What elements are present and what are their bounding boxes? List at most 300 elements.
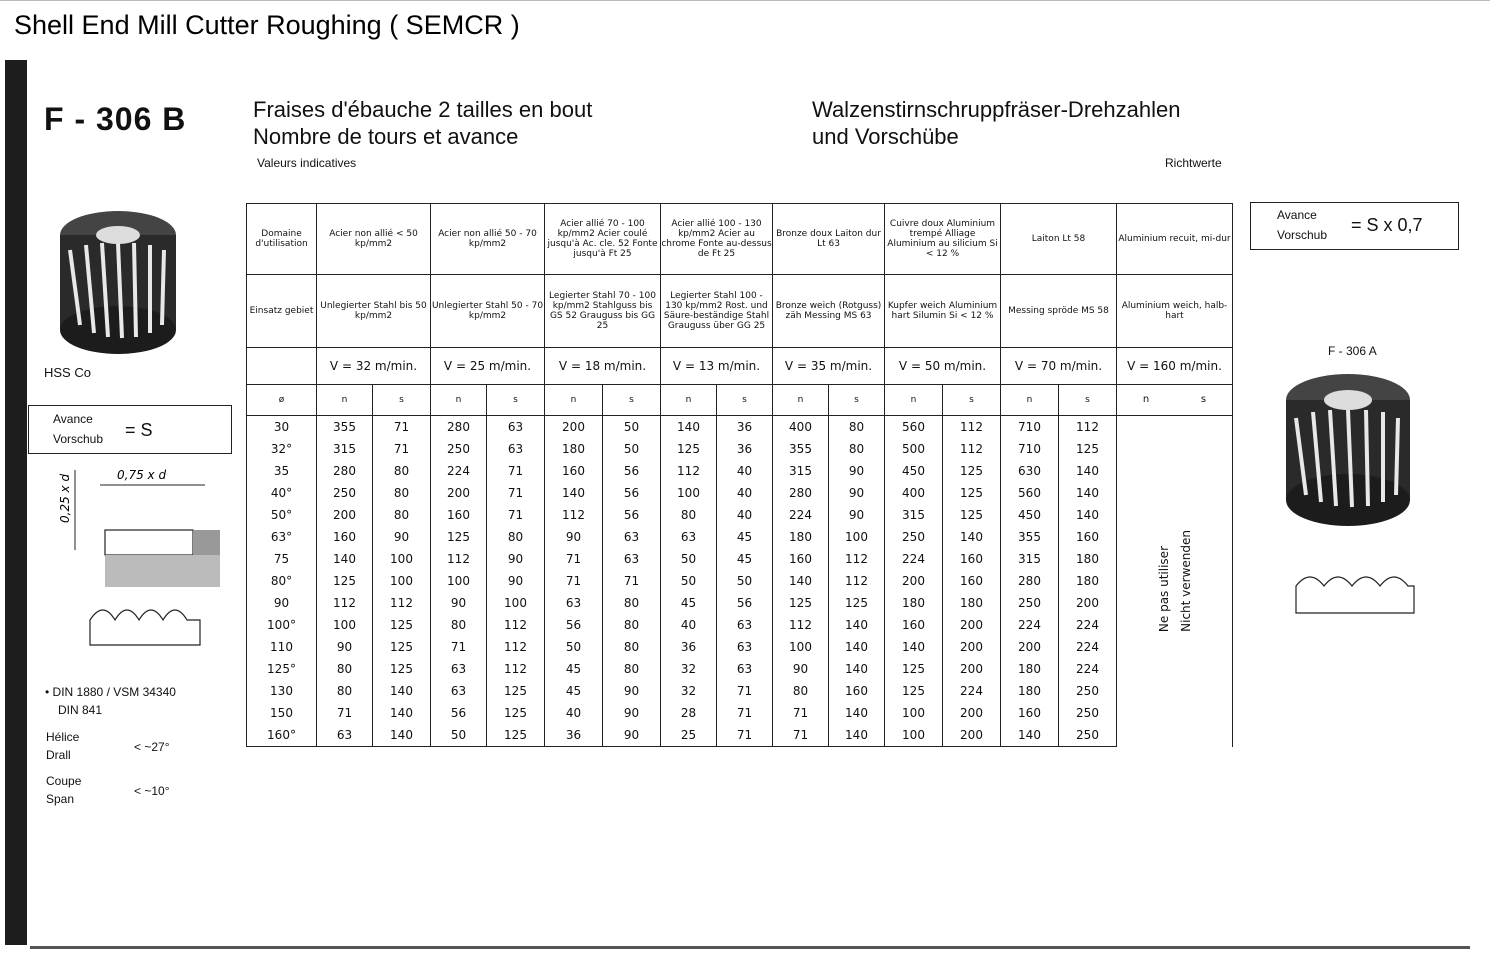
- rpm-cell: 160: [1001, 702, 1059, 724]
- domain-label-de: Einsatz gebiet: [247, 275, 317, 348]
- feed-cell: 125: [487, 680, 545, 702]
- feed-cell: 224: [1059, 636, 1117, 658]
- rpm-cell: 200: [545, 416, 603, 439]
- feed-cell: 80: [603, 658, 661, 680]
- diameter-cell: 32°: [247, 438, 317, 460]
- rpm-cell: 100: [317, 614, 373, 636]
- feed-cell: 180: [943, 592, 1001, 614]
- title-french-line2: Nombre de tours et avance: [253, 124, 519, 149]
- rpm-header: n: [431, 385, 487, 416]
- feed-cell: 63: [717, 658, 773, 680]
- feed-cell: 90: [487, 548, 545, 570]
- feed-cell: 56: [603, 482, 661, 504]
- cutting-speed: V = 32 m/min.: [317, 348, 431, 385]
- feed-cell: 80: [829, 416, 885, 439]
- rpm-cell: 355: [773, 438, 829, 460]
- feed-cell: 250: [1059, 702, 1117, 724]
- feed-cell: 112: [943, 416, 1001, 439]
- rpm-cell: 63: [545, 592, 603, 614]
- feed-cell: 250: [1059, 680, 1117, 702]
- col-header-de: Unlegierter Stahl 50 - 70 kp/mm2: [431, 275, 545, 348]
- feed-cell: 63: [487, 416, 545, 439]
- rpm-cell: 250: [1001, 592, 1059, 614]
- cut-label: [46, 772, 81, 808]
- col-header-de: Bronze weich (Rotguss) zäh Messing MS 63: [773, 275, 885, 348]
- rpm-cell: 36: [545, 724, 603, 747]
- rpm-cell: 160: [885, 614, 943, 636]
- model-number: F - 306 B: [44, 101, 187, 137]
- feed-right-label-fr: Avance: [1277, 208, 1317, 222]
- rpm-cell: 45: [545, 680, 603, 702]
- feed-cell: 100: [829, 526, 885, 548]
- rpm-cell: 80: [317, 680, 373, 702]
- top-rule: [0, 0, 1490, 1]
- rpm-cell: 200: [431, 482, 487, 504]
- header-row-german: [247, 275, 1233, 348]
- feed-cell: 200: [943, 658, 1001, 680]
- rpm-cell: 112: [545, 504, 603, 526]
- rpm-cell: 71: [773, 702, 829, 724]
- feed-cell: 112: [487, 636, 545, 658]
- rpm-cell: 50: [661, 570, 717, 592]
- feed-box-left: [28, 405, 232, 454]
- cut-angle: < ~10°: [134, 784, 170, 798]
- aluminium-n-s-header: [1117, 385, 1233, 416]
- rpm-cell: 560: [1001, 482, 1059, 504]
- rpm-cell: 315: [773, 460, 829, 482]
- col-header-de: Legierter Stahl 100 - 130 kp/mm2 Rost. und Säure-beständige Stahl Grauguss über GG 25: [661, 275, 773, 348]
- feed-cell: 125: [943, 460, 1001, 482]
- feed-cell: 224: [1059, 658, 1117, 680]
- rpm-cell: 224: [773, 504, 829, 526]
- rpm-header: n: [317, 385, 373, 416]
- feed-cell: 140: [373, 680, 431, 702]
- cutting-speed: V = 25 m/min.: [431, 348, 545, 385]
- not-applicable-fr: Ne pas utiliser: [1156, 545, 1171, 632]
- cutting-speed: V = 35 m/min.: [773, 348, 885, 385]
- feed-cell: 90: [373, 526, 431, 548]
- table-row: [247, 548, 1233, 570]
- rpm-cell: 180: [1001, 680, 1059, 702]
- rpm-cell: 315: [317, 438, 373, 460]
- feed-cell: 112: [487, 614, 545, 636]
- cutting-speed: V = 50 m/min.: [885, 348, 1001, 385]
- title-french: [253, 96, 592, 150]
- rpm-cell: 80: [661, 504, 717, 526]
- feed-cell: 125: [373, 614, 431, 636]
- feed-cell: 56: [603, 504, 661, 526]
- feed-cell: 90: [603, 702, 661, 724]
- feed-cell: 71: [487, 482, 545, 504]
- rpm-cell: 80: [431, 614, 487, 636]
- col-header-fr: Aluminium recuit, mi-dur: [1117, 204, 1233, 275]
- feed-cell: 63: [603, 548, 661, 570]
- rpm-cell: 63: [431, 658, 487, 680]
- feed-header: s: [829, 385, 885, 416]
- rpm-cell: 56: [545, 614, 603, 636]
- feed-cell: 90: [829, 482, 885, 504]
- col-header-fr: Cuivre doux Aluminium trempé Alliage Aluminium au silicium Si < 12 %: [885, 204, 1001, 275]
- rpm-cell: 250: [317, 482, 373, 504]
- cutting-speed: V = 160 m/min.: [1117, 348, 1233, 385]
- rpm-cell: 160: [431, 504, 487, 526]
- rpm-cell: 63: [317, 724, 373, 747]
- rpm-cell: 180: [1001, 658, 1059, 680]
- rpm-cell: 315: [885, 504, 943, 526]
- feed-cell: 140: [829, 658, 885, 680]
- table-row: [247, 724, 1233, 747]
- rpm-cell: 160: [317, 526, 373, 548]
- rpm-header: n: [545, 385, 603, 416]
- feed-cell: 160: [943, 548, 1001, 570]
- feed-cell: 36: [717, 438, 773, 460]
- rpm-cell: 200: [317, 504, 373, 526]
- feed-left-label-fr: Avance: [53, 412, 93, 426]
- feed-cell: 112: [1059, 416, 1117, 439]
- rpm-cell: 400: [885, 482, 943, 504]
- header-row-french: [247, 204, 1233, 275]
- rpm-cell: 112: [431, 548, 487, 570]
- rpm-cell: 25: [661, 724, 717, 747]
- rpm-cell: 280: [773, 482, 829, 504]
- diameter-cell: 150: [247, 702, 317, 724]
- empty-cell: [247, 348, 317, 385]
- feed-cell: 160: [1059, 526, 1117, 548]
- rpm-header: n: [773, 385, 829, 416]
- feed-cell: 100: [373, 548, 431, 570]
- rpm-cell: 125: [885, 658, 943, 680]
- rpm-cell: 630: [1001, 460, 1059, 482]
- rpm-cell: 45: [661, 592, 717, 614]
- feed-cell: 63: [487, 438, 545, 460]
- rpm-cell: 280: [431, 416, 487, 439]
- feed-cell: 90: [603, 724, 661, 747]
- feed-cell: 36: [717, 416, 773, 439]
- feed-cell: 90: [487, 570, 545, 592]
- rpm-cell: 200: [885, 570, 943, 592]
- feed-cell: 200: [943, 636, 1001, 658]
- rpm-cell: 100: [773, 636, 829, 658]
- feed-cell: 125: [487, 702, 545, 724]
- din-note-1: • DIN 1880 / VSM 34340: [45, 685, 176, 699]
- table-row: [247, 504, 1233, 526]
- feed-header: s: [487, 385, 545, 416]
- feed-right-formula: = S x 0,7: [1351, 215, 1423, 235]
- feed-cell: 180: [1059, 548, 1117, 570]
- rpm-cell: 63: [661, 526, 717, 548]
- col-header-de: Messing spröde MS 58: [1001, 275, 1117, 348]
- rpm-cell: 355: [1001, 526, 1059, 548]
- helix-label: [46, 728, 79, 764]
- title-german-line1: Walzenstirnschruppfräser-Drehzahlen: [812, 97, 1181, 122]
- rpm-cell: 50: [661, 548, 717, 570]
- feed-cell: 200: [943, 702, 1001, 724]
- title-german-line2: und Vorschübe: [812, 124, 959, 149]
- not-applicable-de: Nicht verwenden: [1178, 529, 1193, 632]
- feed-cell: 180: [1059, 570, 1117, 592]
- table-row: [247, 416, 1233, 439]
- rpm-cell: 140: [1001, 724, 1059, 747]
- rpm-cell: 45: [545, 658, 603, 680]
- diameter-cell: 80°: [247, 570, 317, 592]
- feed-cell: 71: [717, 680, 773, 702]
- feed-cell: 160: [943, 570, 1001, 592]
- rpm-cell: 224: [431, 460, 487, 482]
- feed-cell: 90: [829, 460, 885, 482]
- rpm-cell: 560: [885, 416, 943, 439]
- rpm-cell: 450: [1001, 504, 1059, 526]
- note-french: Valeurs indicatives: [257, 156, 357, 170]
- table-row: [247, 526, 1233, 548]
- feed-cell: 71: [603, 570, 661, 592]
- feed-cell: 90: [829, 504, 885, 526]
- feed-cell: 140: [1059, 460, 1117, 482]
- feed-cell: 50: [603, 416, 661, 439]
- feed-header: s: [373, 385, 431, 416]
- feed-cell: 63: [603, 526, 661, 548]
- col-header-fr: Acier allié 70 - 100 kp/mm2 Acier coulé jusqu'à Ac. cle. 52 Fonte jusqu'à Ft 25: [545, 204, 661, 275]
- diameter-cell: 35: [247, 460, 317, 482]
- cutting-speed: V = 13 m/min.: [661, 348, 773, 385]
- rpm-cell: 200: [1001, 636, 1059, 658]
- feed-cell: 125: [487, 724, 545, 747]
- feed-cell: 71: [717, 702, 773, 724]
- feed-cell: 40: [717, 460, 773, 482]
- feed-cell: 40: [717, 504, 773, 526]
- depth-dimension-label: 0,25 x d: [58, 473, 72, 523]
- feed-cell: 112: [943, 438, 1001, 460]
- rpm-cell: 80: [773, 680, 829, 702]
- feed-cell: 200: [943, 614, 1001, 636]
- width-dimension-label: 0,75 x d: [117, 468, 167, 482]
- rpm-cell: 56: [431, 702, 487, 724]
- feed-cell: 140: [373, 724, 431, 747]
- feed-cell: 56: [603, 460, 661, 482]
- col-header-fr: Acier non allié < 50 kp/mm2: [317, 204, 431, 275]
- diameter-cell: 75: [247, 548, 317, 570]
- feed-cell: 125: [829, 592, 885, 614]
- diameter-symbol: ø: [247, 385, 317, 416]
- profile-diagram-right: [1290, 568, 1420, 618]
- rpm-header: n: [1001, 385, 1059, 416]
- rpm-cell: 125: [431, 526, 487, 548]
- feed-box-right: [1250, 202, 1459, 250]
- col-header-de: Aluminium weich, halb-hart: [1117, 275, 1233, 348]
- right-model-label: F - 306 A: [1328, 344, 1377, 358]
- col-header-fr: Bronze doux Laiton dur Lt 63: [773, 204, 885, 275]
- n-s-header-row: [247, 385, 1233, 416]
- material-label: HSS Co: [44, 365, 91, 380]
- cutter-illustration-right: [1268, 360, 1428, 535]
- feed-cell: 80: [829, 438, 885, 460]
- cutting-speed: V = 70 m/min.: [1001, 348, 1117, 385]
- feed-cell: 80: [373, 504, 431, 526]
- rpm-cell: 355: [317, 416, 373, 439]
- bottom-rule: [30, 946, 1470, 949]
- col-header-de: Unlegierter Stahl bis 50 kp/mm2: [317, 275, 431, 348]
- rpm-cell: 125: [661, 438, 717, 460]
- feed-right-label-de: Vorschub: [1277, 228, 1328, 242]
- rpm-cell: 500: [885, 438, 943, 460]
- rpm-cell: 160: [545, 460, 603, 482]
- feed-cell: 125: [943, 482, 1001, 504]
- rpm-cell: 90: [431, 592, 487, 614]
- table-row: [247, 702, 1233, 724]
- table-row: [247, 482, 1233, 504]
- rpm-cell: 71: [773, 724, 829, 747]
- rpm-cell: 250: [431, 438, 487, 460]
- rpm-cell: 224: [1001, 614, 1059, 636]
- feed-cell: 140: [829, 636, 885, 658]
- rpm-cell: 36: [661, 636, 717, 658]
- feed-cell: 125: [943, 504, 1001, 526]
- rpm-cell: 100: [661, 482, 717, 504]
- cut-label-de: Span: [46, 792, 75, 806]
- diameter-cell: 40°: [247, 482, 317, 504]
- diameter-cell: 160°: [247, 724, 317, 747]
- feed-cell: 80: [373, 482, 431, 504]
- feed-cell: 50: [603, 438, 661, 460]
- rpm-cell: 140: [661, 416, 717, 439]
- din-note-2: DIN 841: [58, 703, 103, 717]
- rpm-cell: 400: [773, 416, 829, 439]
- feed-cell: 125: [1059, 438, 1117, 460]
- rpm-cell: 112: [661, 460, 717, 482]
- table-row: [247, 460, 1233, 482]
- diameter-cell: 63°: [247, 526, 317, 548]
- feed-cell: 112: [829, 570, 885, 592]
- feed-cell: 71: [717, 724, 773, 747]
- rpm-cell: 125: [885, 680, 943, 702]
- cut-label-fr: Coupe: [46, 774, 82, 788]
- din-notes: [45, 683, 176, 719]
- feed-cell: 56: [717, 592, 773, 614]
- rpm-cell: 100: [885, 702, 943, 724]
- feed-header: s: [717, 385, 773, 416]
- diameter-cell: 30: [247, 416, 317, 439]
- feed-cell: 71: [373, 416, 431, 439]
- diameter-cell: 110: [247, 636, 317, 658]
- rpm-cell: 112: [773, 614, 829, 636]
- diameter-cell: 100°: [247, 614, 317, 636]
- col-header-de: Kupfer weich Aluminium hart Silumin Si < 12 %: [885, 275, 1001, 348]
- rpm-cell: 140: [317, 548, 373, 570]
- feed-cell: 224: [943, 680, 1001, 702]
- table-row: [247, 636, 1233, 658]
- rpm-cell: 180: [773, 526, 829, 548]
- feed-cell: 200: [1059, 592, 1117, 614]
- table-row: [247, 680, 1233, 702]
- rpm-cell: 50: [431, 724, 487, 747]
- feed-cell: 200: [943, 724, 1001, 747]
- col-header-de: Legierter Stahl 70 - 100 kp/mm2 Stahlguss bis GS 52 Grauguss bis GG 25: [545, 275, 661, 348]
- rpm-cell: 315: [1001, 548, 1059, 570]
- rpm-cell: 140: [545, 482, 603, 504]
- rpm-cell: 32: [661, 680, 717, 702]
- helix-label-de: Drall: [46, 748, 71, 762]
- rpm-cell: 140: [773, 570, 829, 592]
- slot-dimension-diagram: [55, 465, 225, 655]
- cutter-illustration-left: [40, 195, 190, 360]
- rpm-cell: 112: [317, 592, 373, 614]
- rpm-cell: 71: [545, 548, 603, 570]
- col-header-fr: Acier non allié 50 - 70 kp/mm2: [431, 204, 545, 275]
- diameter-cell: 90: [247, 592, 317, 614]
- feed-cell: 224: [1059, 614, 1117, 636]
- rpm-header: n: [661, 385, 717, 416]
- rpm-cell: 180: [545, 438, 603, 460]
- feed-cell: 140: [1059, 504, 1117, 526]
- helix-angle: < ~27°: [134, 740, 170, 754]
- feed-cell: 80: [603, 636, 661, 658]
- feed-cell: 160: [829, 680, 885, 702]
- rpm-cell: 125: [773, 592, 829, 614]
- table-row: [247, 438, 1233, 460]
- cutting-speed: V = 18 m/min.: [545, 348, 661, 385]
- title-french-line1: Fraises d'ébauche 2 tailles en bout: [253, 97, 593, 122]
- diameter-cell: 50°: [247, 504, 317, 526]
- feed-cell: 63: [717, 636, 773, 658]
- feed-cell: 71: [487, 504, 545, 526]
- scan-edge-bar: [5, 60, 27, 945]
- rpm-cell: 100: [885, 724, 943, 747]
- helix-label-fr: Hélice: [46, 730, 80, 744]
- rpm-cell: 180: [885, 592, 943, 614]
- col-header-fr: Laiton Lt 58: [1001, 204, 1117, 275]
- table-row: [247, 658, 1233, 680]
- rpm-cell: 710: [1001, 416, 1059, 439]
- feed-cell: 140: [1059, 482, 1117, 504]
- rpm-cell: 80: [317, 658, 373, 680]
- feed-cell: 71: [373, 438, 431, 460]
- rpm-cell: 28: [661, 702, 717, 724]
- feed-cell: 40: [717, 482, 773, 504]
- feed-cell: 140: [943, 526, 1001, 548]
- speed-feed-table: [246, 203, 1233, 747]
- rpm-cell: 40: [661, 614, 717, 636]
- page-title: Shell End Mill Cutter Roughing ( SEMCR ): [14, 10, 520, 40]
- feed-cell: 140: [829, 614, 885, 636]
- feed-cell: 80: [373, 460, 431, 482]
- rpm-cell: 71: [431, 636, 487, 658]
- feed-cell: 140: [829, 702, 885, 724]
- feed-left-label-de: Vorschub: [53, 432, 104, 446]
- col-header-fr: Acier allié 100 - 130 kp/mm2 Acier au chrome Fonte au-dessus de Ft 25: [661, 204, 773, 275]
- feed-cell: 63: [717, 614, 773, 636]
- rpm-cell: 100: [431, 570, 487, 592]
- rpm-cell: 280: [317, 460, 373, 482]
- rpm-cell: 450: [885, 460, 943, 482]
- feed-cell: 90: [603, 680, 661, 702]
- feed-cell: 140: [373, 702, 431, 724]
- feed-cell: 112: [373, 592, 431, 614]
- feed-cell: 112: [829, 548, 885, 570]
- feed-cell: 250: [1059, 724, 1117, 747]
- rpm-cell: 90: [773, 658, 829, 680]
- feed-header: s: [1200, 394, 1207, 405]
- rpm-cell: 71: [545, 570, 603, 592]
- rpm-cell: 90: [317, 636, 373, 658]
- feed-cell: 125: [373, 658, 431, 680]
- feed-cell: 125: [373, 636, 431, 658]
- cutting-speed-row: [247, 348, 1233, 385]
- rpm-cell: 63: [431, 680, 487, 702]
- feed-cell: 140: [829, 724, 885, 747]
- rpm-cell: 250: [885, 526, 943, 548]
- domain-label-fr: Domaine d'utilisation: [247, 204, 317, 275]
- rpm-cell: 50: [545, 636, 603, 658]
- feed-cell: 100: [373, 570, 431, 592]
